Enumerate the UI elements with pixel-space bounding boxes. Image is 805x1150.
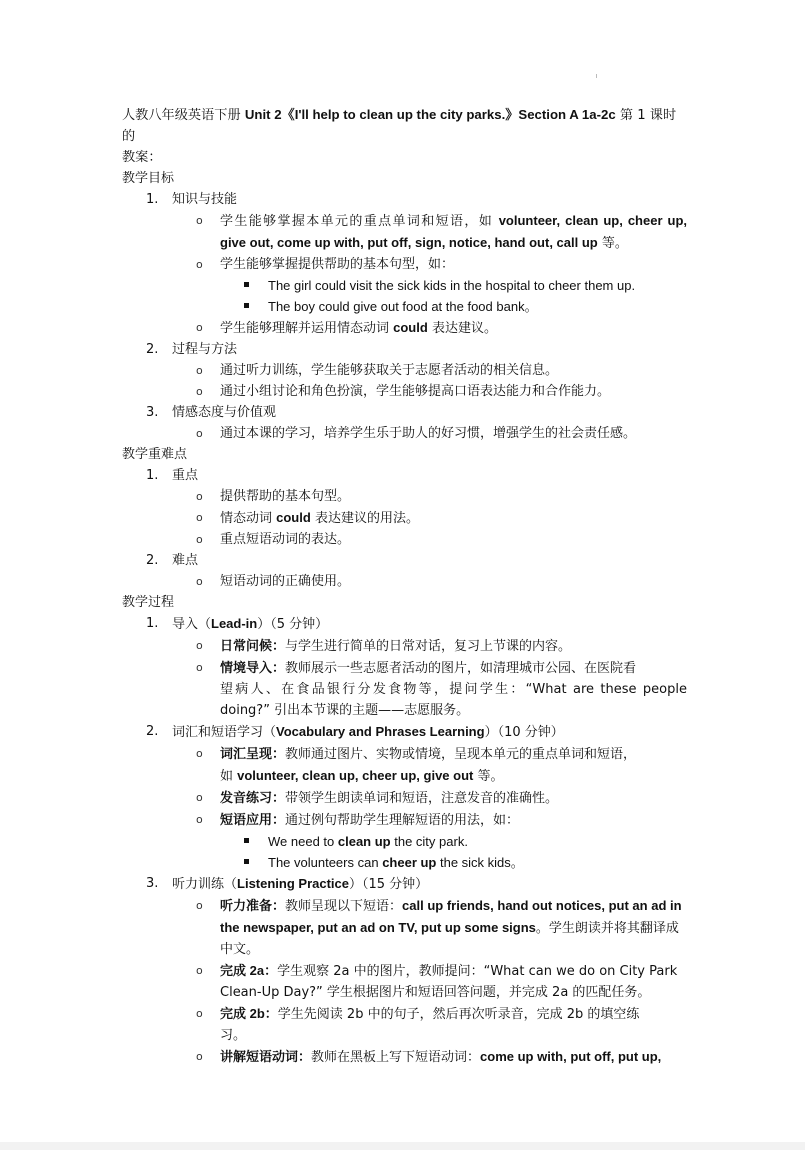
goal-attitude: 3. 情感态度与价值观 <box>146 405 277 420</box>
document-title: 人教八年级英语下册 Unit 2《I'll help to clean up the city parks.》Section A 1a-2c 第 1 课时的 <box>122 107 677 144</box>
list-item: o 重点短语动词的表达。 <box>122 529 687 550</box>
list-item: o 通过听力训练，学生能够获取关于志愿者活动的相关信息。 <box>122 360 687 381</box>
step-vocabulary: 2. 词汇和短语学习（Vocabulary and Phrases Learning）（10 分钟） <box>146 724 564 740</box>
bullet-circle-icon: o <box>196 791 203 804</box>
bullet-circle-icon: o <box>196 639 203 652</box>
list-item: o 通过小组讨论和角色扮演，学生能够提高口语表达能力和合作能力。 <box>122 381 687 402</box>
bullet-circle-icon: o <box>196 575 203 588</box>
bullet-circle-icon: o <box>196 1050 203 1063</box>
example-sentence: The boy could give out food at the food bank。 <box>122 296 687 317</box>
example-sentence: The girl could visit the sick kids in the hospital to cheer them up. <box>122 275 687 296</box>
step-listening: 3. 听力训练（Listening Practice）（15 分钟） <box>146 876 429 892</box>
goal-knowledge: 1. 知识与技能 <box>146 192 238 207</box>
document-title-line2: 教案： <box>122 150 162 165</box>
difficult-point: 2. 难点 <box>146 553 199 568</box>
page-mark <box>596 74 597 78</box>
list-item: o 日常问候：与学生进行简单的日常对话，复习上节课的内容。 <box>122 635 687 657</box>
lesson-plan-body <box>122 104 687 1068</box>
bullet-circle-icon: o <box>196 533 203 546</box>
list-item: o 学生能够掌握本单元的重点单词和短语，如 volunteer, clean up, cheer up, give out, come up with, put off, sign, notice, hand out, call up 等。 <box>122 210 687 254</box>
bullet-circle-icon: o <box>196 490 203 503</box>
section-heading-goals: 教学目标 <box>122 171 175 186</box>
bullet-circle-icon: o <box>196 899 203 912</box>
list-item: o 学生能够掌握提供帮助的基本句型，如： <box>122 254 687 275</box>
list-item: o 短语动词的正确使用。 <box>122 571 687 592</box>
section-heading-key-points: 教学重难点 <box>122 447 188 462</box>
bullet-circle-icon: o <box>196 321 203 334</box>
list-item: o 词汇呈现：教师通过图片、实物或情境，呈现本单元的重点单词和短语， 如 volunteer, clean up, cheer up, give out 等。 <box>122 743 687 787</box>
bullet-circle-icon: o <box>196 385 203 398</box>
bullet-circle-icon: o <box>196 427 203 440</box>
example-sentence: The volunteers can cheer up the sick kids。 <box>122 852 687 873</box>
list-item: o 讲解短语动词：教师在黑板上写下短语动词：come up with, put off, put up, <box>122 1046 687 1068</box>
bullet-circle-icon: o <box>196 214 203 227</box>
bullet-circle-icon: o <box>196 364 203 377</box>
bullet-circle-icon: o <box>196 661 203 674</box>
list-item: o 听力准备：教师呈现以下短语：call up friends, hand out notices, put an ad in the newspaper, put an ad on TV, put up some signs。学生朗读并将其翻译成 中文。 <box>122 895 687 960</box>
bullet-circle-icon: o <box>196 747 203 760</box>
list-item: o 短语应用：通过例句帮助学生理解短语的用法，如： <box>122 809 687 831</box>
key-point: 1. 重点 <box>146 468 199 483</box>
bullet-square-icon <box>244 838 249 843</box>
example-sentence: We need to clean up the city park. <box>122 831 687 852</box>
list-item: o 情态动词 could 表达建议的用法。 <box>122 507 687 529</box>
list-item: o 完成 2a：学生观察 2a 中的图片，教师提问：“What can we do on City Park Clean-Up Day?” 学生根据图片和短语回答问题，并完成 2a 的匹配任务。 <box>122 960 687 1003</box>
step-lead-in: 1. 导入（Lead-in）（5 分钟） <box>146 616 329 632</box>
list-item: o 情境导入：教师展示一些志愿者活动的图片，如清理城市公园、在医院看 望病人、在食品银行分发食物等，提问学生：“What are these people doing?” 引出本节课的主题——志愿服务。 <box>122 657 687 721</box>
list-item: o 通过本课的学习，培养学生乐于助人的好习惯，增强学生的社会责任感。 <box>122 423 687 444</box>
bullet-circle-icon: o <box>196 511 203 524</box>
list-item: o 发音练习：带领学生朗读单词和短语，注意发音的准确性。 <box>122 787 687 809</box>
list-item: o 完成 2b：学生先阅读 2b 中的句子，然后再次听录音，完成 2b 的填空练 习。 <box>122 1003 687 1046</box>
bullet-square-icon <box>244 303 249 308</box>
bullet-circle-icon: o <box>196 964 203 977</box>
bullet-circle-icon: o <box>196 813 203 826</box>
bullet-square-icon <box>244 282 249 287</box>
section-heading-process: 教学过程 <box>122 595 175 610</box>
bullet-square-icon <box>244 859 249 864</box>
goal-process: 2. 过程与方法 <box>146 342 238 357</box>
list-item: o 提供帮助的基本句型。 <box>122 486 687 507</box>
bullet-circle-icon: o <box>196 258 203 271</box>
bullet-circle-icon: o <box>196 1007 203 1020</box>
list-item: o 学生能够理解并运用情态动词 could 表达建议。 <box>122 317 687 339</box>
